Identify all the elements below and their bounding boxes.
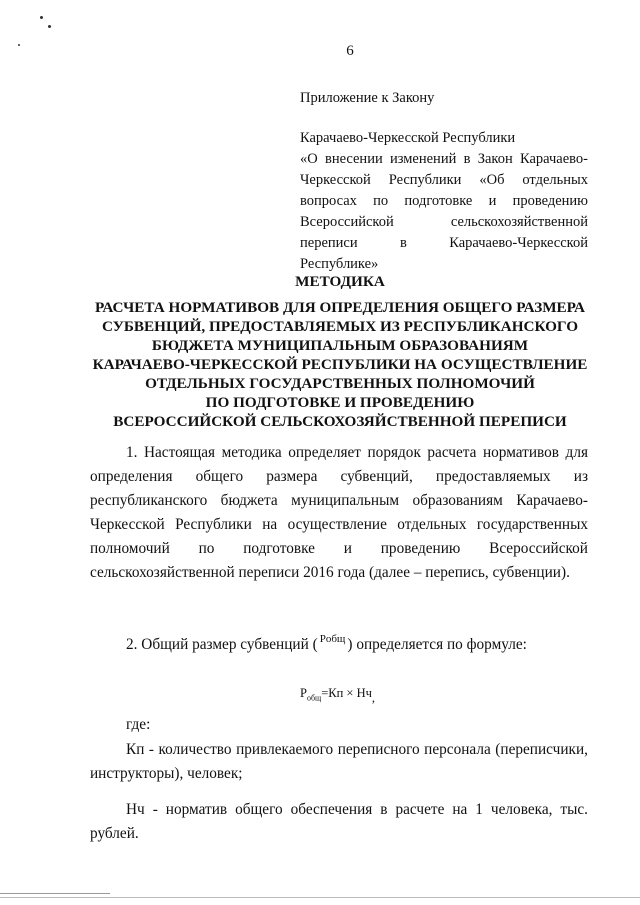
formula-lhs-sub: общ xyxy=(306,693,322,703)
appendix-line: Республике» xyxy=(300,256,379,272)
paragraph-line: полномочий по подготовке и проведению Всероссийской xyxy=(90,540,588,557)
appendix-line: Черкесской Республики «Об отдельных xyxy=(300,172,588,188)
definitions xyxy=(90,738,588,846)
paragraph-line: определения общего размера субвенций, предоставляемых из xyxy=(90,468,588,485)
formula-rhs: =Кп × Нч xyxy=(321,686,372,700)
formula-comma: , xyxy=(371,691,376,705)
page-number: 6 xyxy=(346,43,354,59)
heading-line: ОТДЕЛЬНЫХ ГОСУДАРСТВЕННЫХ ПОЛНОМОЧИЙ xyxy=(145,375,535,392)
heading-line: РАСЧЕТА НОРМАТИВОВ ДЛЯ ОПРЕДЕЛЕНИЯ ОБЩЕГО РАЗМЕРА xyxy=(95,299,585,316)
paragraph-line: Черкесской Республики на осуществление отдельных государственных xyxy=(90,516,588,533)
heading-line: КАРАЧАЕВО-ЧЕРКЕССКОЙ РЕСПУБЛИКИ НА ОСУЩЕСТВЛЕНИЕ xyxy=(92,356,588,373)
heading-line: ПО ПОДГОТОВКЕ И ПРОВЕДЕНИЮ xyxy=(205,394,475,411)
formula xyxy=(300,686,440,703)
appendix-line: переписи в Карачаево-Черкесской xyxy=(300,235,588,251)
definition-nch-line: рублей. xyxy=(90,825,139,842)
heading-line: БЮДЖЕТА МУНИЦИПАЛЬНЫМ ОБРАЗОВАНИЯМ xyxy=(151,337,529,354)
heading-line: ВСЕРОССИЙСКОЙ СЕЛЬСКОХОЗЯЙСТВЕННОЙ ПЕРЕПИСИ xyxy=(113,413,567,430)
paragraph-line: сельскохозяйственной переписи 2016 года (далее – перепись, субвенции). xyxy=(90,564,570,581)
appendix-block xyxy=(300,88,588,275)
definition-kp-line: инструкторы), человек; xyxy=(90,765,243,782)
paragraph-line: республиканского бюджета муниципальным образованиям Карачаево- xyxy=(90,492,588,509)
scan-speck xyxy=(18,44,20,46)
where-label: где: xyxy=(126,716,151,733)
appendix-line: «О внесении изменений в Закон Карачаево- xyxy=(300,151,588,167)
scan-speck xyxy=(48,25,51,28)
paragraph-2-before: 2. Общий размер субвенций ( xyxy=(126,636,318,653)
subvention-symbol: Pобщ xyxy=(319,633,346,645)
appendix-line: Карачаево-Черкесской Республики xyxy=(300,130,516,146)
definition-kp-line: Кп - количество привлекаемого переписного персонала (переписчики, xyxy=(126,741,588,758)
paragraph-line: 1. Настоящая методика определяет порядок расчета нормативов для xyxy=(126,444,588,461)
paragraph-1 xyxy=(90,441,588,585)
appendix-line: вопросах по подготовке и проведению xyxy=(300,193,588,209)
appendix-line: Всероссийской сельскохозяйственной xyxy=(300,214,588,230)
paragraph-2-after: ) определяется по формуле: xyxy=(347,636,527,653)
formula-lhs: P xyxy=(300,686,307,700)
paragraph-2 xyxy=(90,633,588,658)
scan-edge-line xyxy=(0,893,110,894)
definition-nch-line: Нч - норматив общего обеспечения в расчете на 1 человека, тыс. xyxy=(126,801,588,818)
heading-title: МЕТОДИКА xyxy=(295,273,385,290)
scan-speck xyxy=(40,16,43,19)
document-heading xyxy=(70,272,610,431)
heading-line: СУБВЕНЦИЙ, ПРЕДОСТАВЛЯЕМЫХ ИЗ РЕСПУБЛИКАНСКОГО xyxy=(101,318,579,335)
scan-edge-line xyxy=(0,897,640,898)
appendix-title: Приложение к Закону xyxy=(300,90,435,106)
